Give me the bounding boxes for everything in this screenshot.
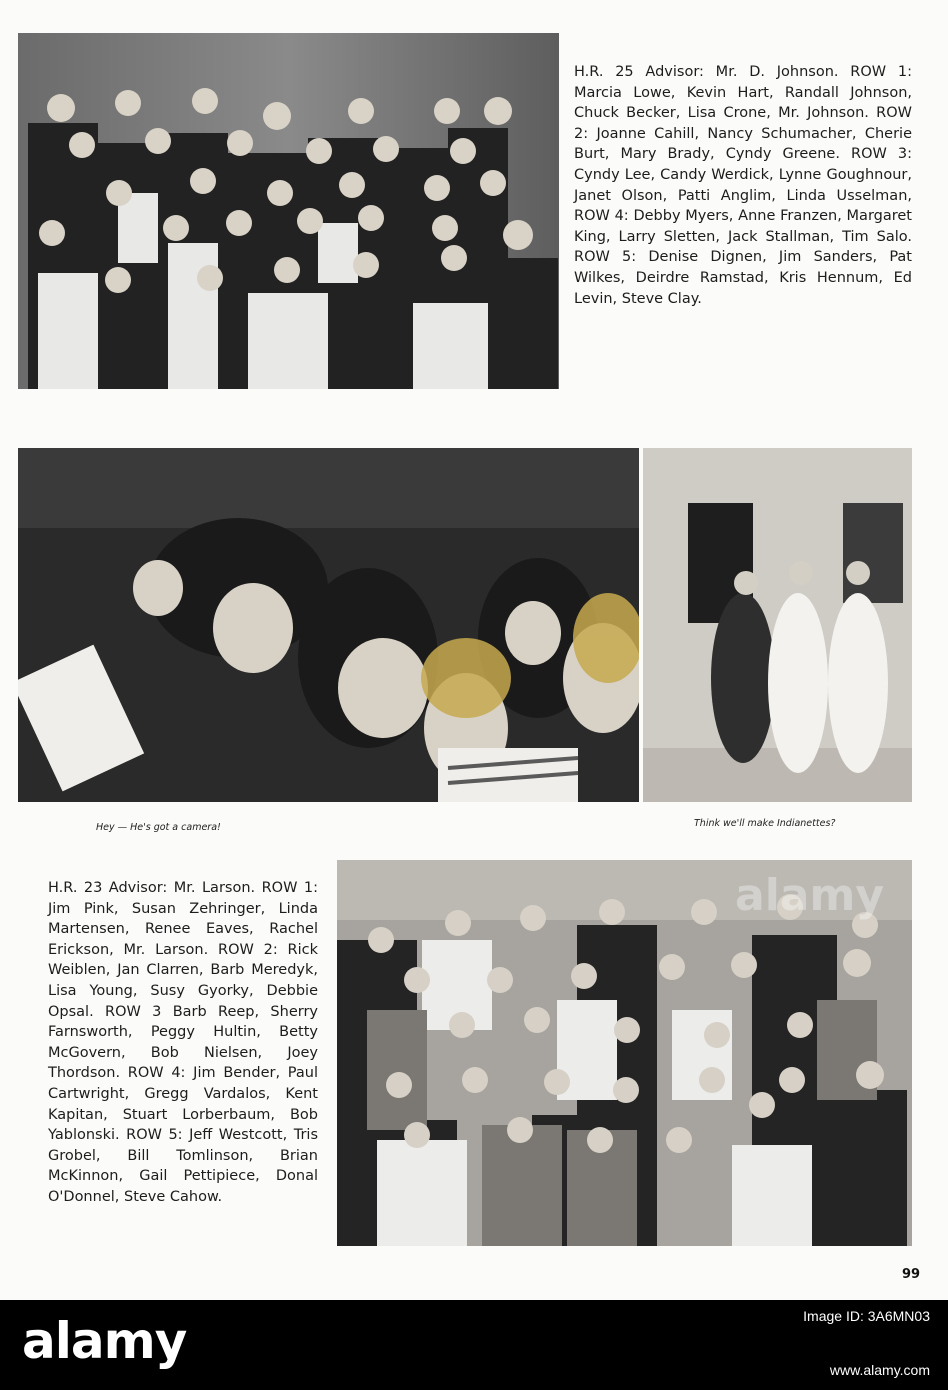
hr25-group-photo	[18, 33, 559, 389]
indianettes-photo-art	[643, 448, 912, 802]
hr25-caption-text: H.R. 25 Advisor: Mr. D. Johnson. ROW 1: Marcia Lowe, Kevin Hart, Randall Johnson, Chuck Becker, Lisa Crone, Mr. Johnson. ROW 2: Joanne Cahill, Nancy Schumacher, Cherie Burt, Mary Brady, Cyndy Greene. ROW 3: Cyndy Lee, Candy Werdick, Lynne Goughnour, Janet Olson, Patti Anglim, Linda Usselman, ROW 4: Debby Myers, Anne Franzen, Margaret King, Larry Sletten, Jack Stallman, Tim Salo. ROW 5: Denise Dignen, Jim Sanders, Pat Wilkes, Deirdre Ramstad, Kris Hennum, Ed Levin, Steve Clay.	[574, 64, 912, 307]
hr23-caption-text: H.R. 23 Advisor: Mr. Larson. ROW 1: Jim Pink, Susan Zehringer, Linda Martensen, Renee Eaves, Rachel Erickson, Mr. Larson. ROW 2: Rick Weiblen, Jan Clarren, Barb Meredyk, Lisa Young, Susy Gyorky, Debbie Opsal. ROW 3 Barb Reep, Sherry Farnsworth, Peggy Hultin, Betty McGovern, Bob Nielsen, Joey Thordson. ROW 4: Jim Bender, Paul Cartwright, Gregg Vardalos, Kent Kapitan, Stuart Lorberbaum, Bob Yablonski. ROW 5: Jeff Westcott, Tris Grobel, Bill Tomlinson, Brian McKinnon, Gail Pettipiece, Donal O'Donnel, Steve Cahow.	[48, 880, 318, 1205]
stock-image-id: Image ID: 3A6MN03	[803, 1308, 930, 1324]
hr25-caption	[574, 62, 912, 309]
stock-url: www.alamy.com	[829, 1362, 930, 1378]
page-number: 99	[902, 1267, 921, 1282]
indianettes-candid-photo	[643, 448, 912, 802]
stock-footer-bar	[0, 1300, 948, 1390]
stock-logo: alamy	[22, 1312, 187, 1370]
indianettes-caption: Think we'll make Indianettes?	[694, 818, 836, 829]
hr25-photo-art	[18, 33, 559, 389]
hr23-caption	[48, 878, 318, 1208]
party-photo-art	[18, 448, 639, 802]
party-candid-photo	[18, 448, 639, 802]
party-caption: Hey — He's got a camera!	[96, 822, 221, 833]
stock-watermark: alamy	[735, 870, 884, 921]
